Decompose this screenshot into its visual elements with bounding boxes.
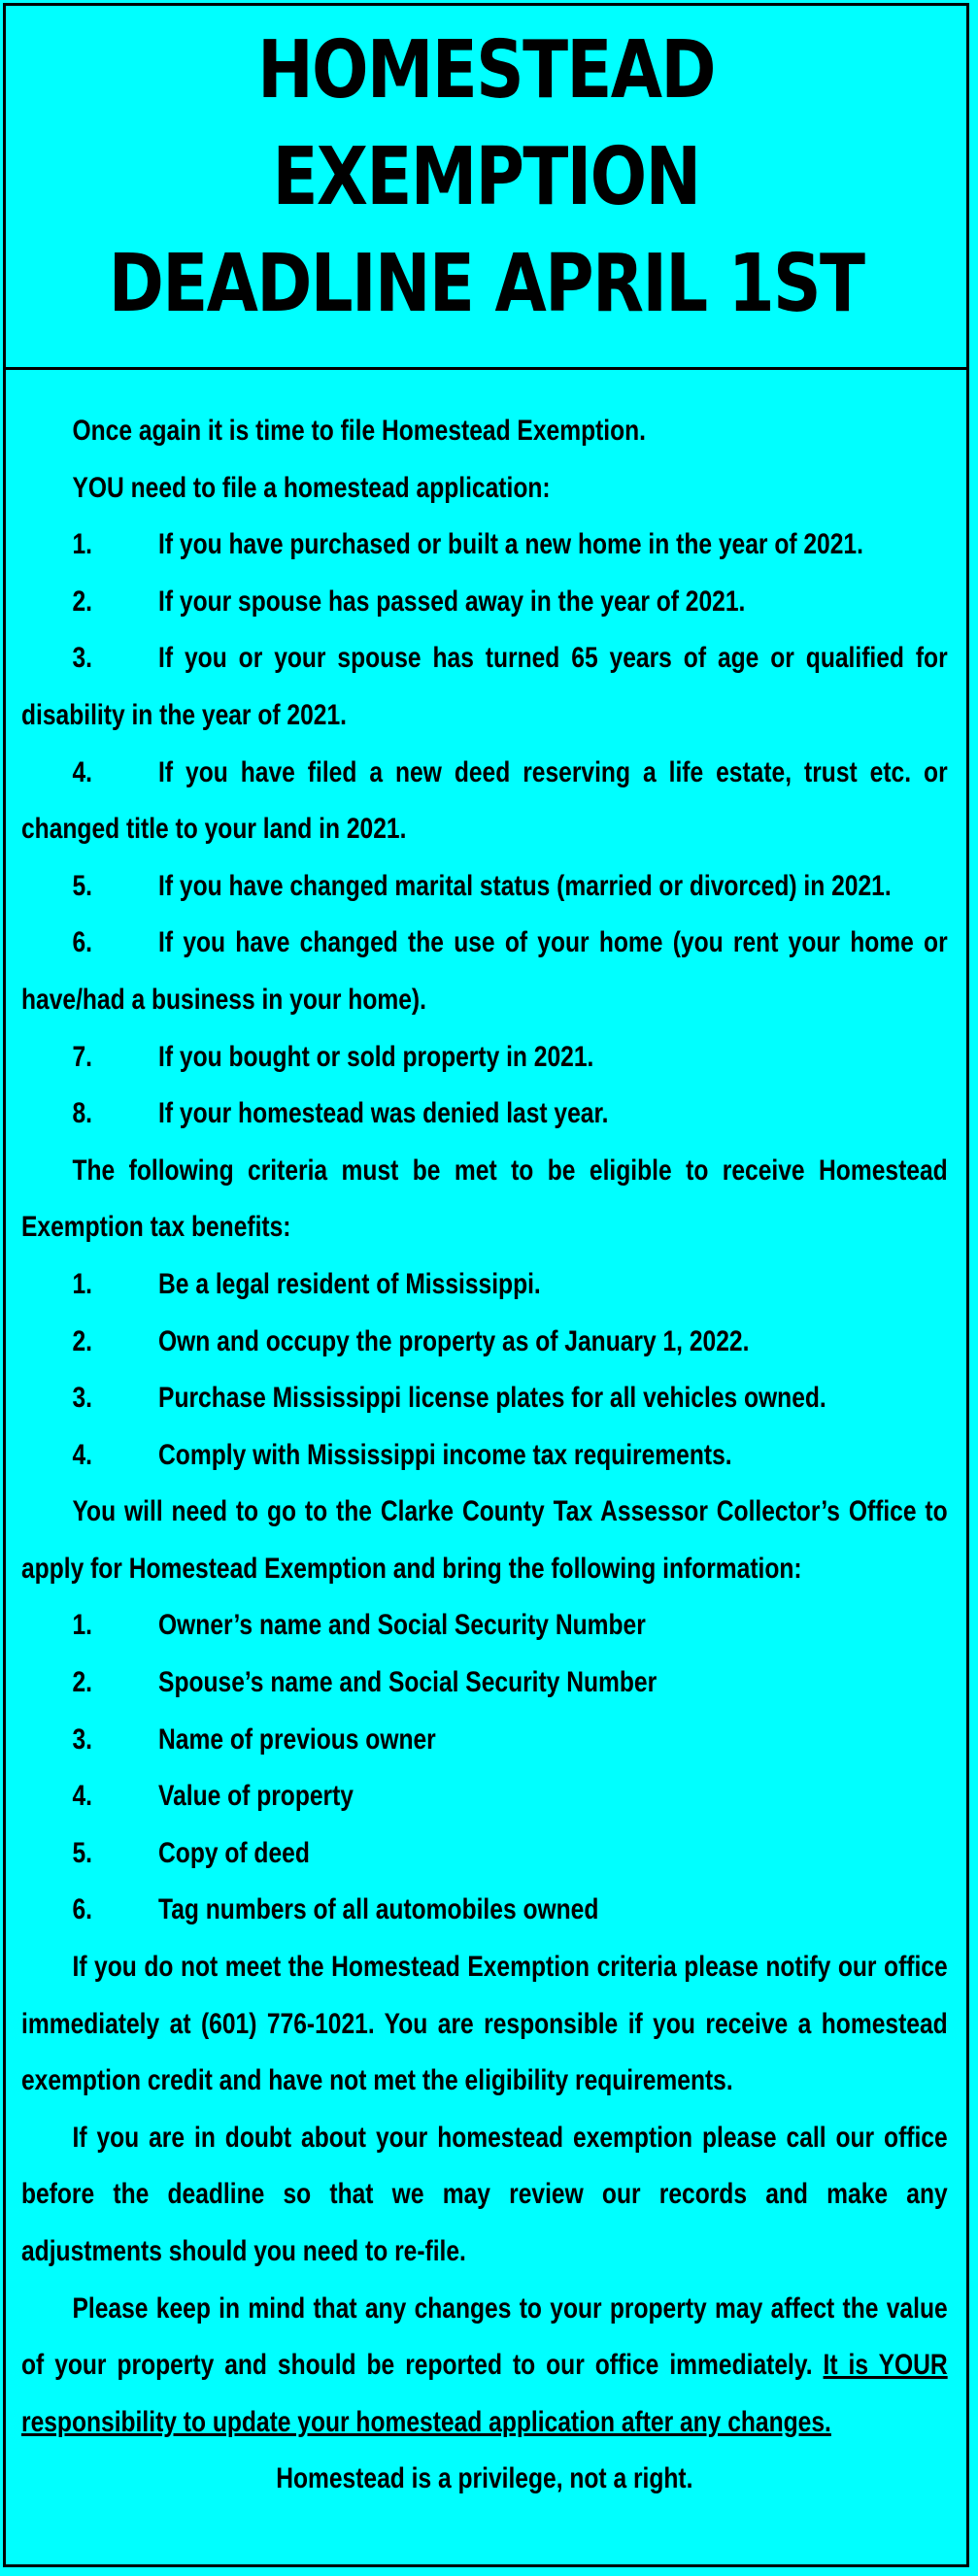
list-item	[21, 1712, 948, 1769]
item-text: If you have changed marital status (married or divorced) in 2021.	[158, 869, 892, 902]
list-item	[21, 1655, 948, 1712]
list-item	[21, 517, 948, 574]
list-item	[21, 1768, 948, 1825]
item-text: If you have filed a new deed reserving a life estate, trust etc. or changed title to your land in 2021.	[21, 755, 948, 846]
item-number: 2.	[72, 585, 93, 618]
list-item	[21, 745, 948, 858]
list-item	[21, 1882, 948, 1939]
item-number: 5.	[72, 1836, 93, 1869]
notice-body	[6, 370, 966, 2508]
item-text: Own and occupy the property as of January 1, 2022.	[158, 1324, 750, 1357]
list-item	[21, 1597, 948, 1655]
item-text: Be a legal resident of Mississippi.	[158, 1267, 541, 1300]
item-number: 4.	[72, 1780, 93, 1813]
notice-heading	[83, 17, 890, 338]
item-number: 8.	[72, 1097, 93, 1130]
list-item	[21, 1256, 948, 1314]
item-text: If you bought or sold property in 2021.	[158, 1040, 594, 1073]
list-item	[21, 1029, 948, 1087]
item-number: 2.	[72, 1666, 93, 1699]
reasons-list	[21, 517, 948, 1143]
item-text: If your spouse has passed away in the year of 2021.	[158, 585, 746, 618]
notify-paragraph: If you do not meet the Homestead Exemption criteria please notify our office immediately at (601) 776-1021. You are responsible if you receive a homestead exemption credit and have not met the eligibility requirements.	[21, 1951, 948, 2097]
item-text: Name of previous owner	[158, 1723, 436, 1756]
item-text: If you have purchased or built a new home in the year of 2021.	[158, 528, 863, 561]
item-text: Owner’s name and Social Security Number	[158, 1609, 646, 1642]
list-item	[21, 1825, 948, 1883]
item-text: Comply with Mississippi income tax requirements.	[158, 1438, 732, 1471]
list-item	[21, 630, 948, 744]
item-number: 6.	[72, 926, 93, 959]
item-text: If your homestead was denied last year.	[158, 1097, 609, 1130]
item-number: 1.	[72, 1609, 93, 1642]
bring-list	[21, 1597, 948, 1939]
notice-text	[21, 403, 948, 2508]
list-item	[21, 915, 948, 1028]
list-item	[21, 1370, 948, 1427]
item-text: Spouse’s name and Social Security Number	[158, 1666, 658, 1699]
item-text: If you have changed the use of your home (you rent your home or have/had a business in your home).	[21, 926, 948, 1016]
item-number: 1.	[72, 528, 93, 561]
title-line-2: DEADLINE APRIL 1ST	[108, 238, 864, 330]
title-line-1: HOMESTEAD EXEMPTION	[257, 24, 715, 223]
criteria-paragraph: The following criteria must be met to be eligible to receive Homestead Exemption tax benefits:	[21, 1154, 948, 1244]
item-number: 4.	[72, 755, 93, 788]
bring-paragraph: You will need to go to the Clarke County Tax Assessor Collector’s Office to apply for Homestead Exemption and bring the following information:	[21, 1495, 948, 1585]
notice-box	[3, 3, 969, 2567]
changes-text: Please keep in mind that any changes to your property may affect the value of your property and should be reported to our office immediately.	[21, 2292, 948, 2382]
item-number: 7.	[72, 1040, 93, 1073]
changes-paragraph	[21, 2281, 948, 2452]
doubt-paragraph: If you are in doubt about your homestead exemption please call our office before the deadline so that we may review our records and make any adjustments should you need to re-file.	[21, 2121, 948, 2267]
item-text: If you or your spouse has turned 65 years of age or qualified for disability in the year of 2021.	[21, 642, 948, 731]
need-to-file-paragraph: YOU need to file a homestead application:	[72, 471, 551, 504]
item-number: 3.	[72, 1723, 93, 1756]
list-item	[21, 1427, 948, 1485]
item-text: Purchase Mississippi license plates for all vehicles owned.	[158, 1382, 826, 1415]
item-number: 2.	[72, 1324, 93, 1357]
item-number: 3.	[72, 1382, 93, 1415]
item-text: Tag numbers of all automobiles owned	[158, 1893, 599, 1926]
list-item	[21, 1086, 948, 1143]
responsibility-text: It is YOUR responsibility to update your homestead application after any changes.	[21, 2349, 948, 2438]
item-text: Copy of deed	[158, 1836, 310, 1869]
item-number: 5.	[72, 869, 93, 902]
item-number: 1.	[72, 1267, 93, 1300]
item-number: 3.	[72, 642, 93, 675]
closing-line: Homestead is a privilege, not a right.	[276, 2462, 693, 2495]
intro-paragraph: Once again it is time to file Homestead Exemption.	[72, 415, 647, 447]
item-number: 6.	[72, 1893, 93, 1926]
item-text: Value of property	[158, 1780, 354, 1813]
criteria-list	[21, 1256, 948, 1484]
list-item	[21, 1314, 948, 1371]
item-number: 4.	[72, 1438, 93, 1471]
list-item	[21, 574, 948, 631]
list-item	[21, 858, 948, 916]
